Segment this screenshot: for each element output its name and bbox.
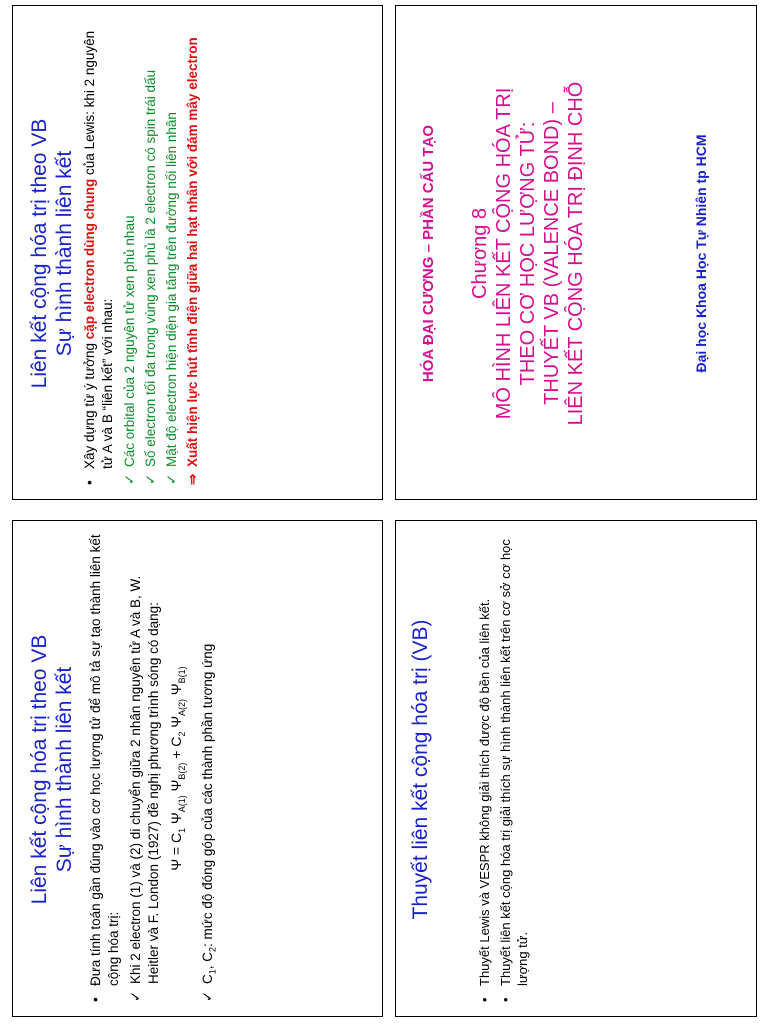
coefficient-subscript: 1 <box>207 969 218 975</box>
check-text: Số electron tối đa trong vùng xen phủ là 2 electron có spin trái dấu <box>143 69 158 467</box>
chapter-title-line: THUYẾT VB (VALENCE BOND) – <box>541 102 563 405</box>
equation-subscript: 2 <box>176 731 187 737</box>
check-icon: ✓ <box>143 473 158 485</box>
check-icon: ✓ <box>122 473 137 485</box>
slide-heading: Thuyết liên kết cộng hóa trị (VB) <box>409 619 432 920</box>
check-text: : mức độ đóng góp của các thành phần tương ứng <box>199 643 215 947</box>
conclusion-text: Xuất hiện lực hút tĩnh điện giữa hai hạt nhân với đám mây electron <box>185 37 200 467</box>
bullet-list <box>81 18 205 487</box>
check-icon: ✓ <box>128 990 143 1002</box>
check-item <box>163 18 181 487</box>
bullet-text: Xây dựng từ ý tưởng <box>82 339 97 469</box>
equation-part: Ψ <box>168 779 184 796</box>
bullet-item: • Đưa tính toán gần đúng vào cơ học lượng tử để mô tả sự tạo thành liên kết cộng hóa trị: <box>87 533 123 1004</box>
slide-vb-intro-content <box>396 521 757 1017</box>
slide-heading-line: Liên kết cộng hóa trị theo VB <box>28 118 51 389</box>
slide-heading-line: Sự hình thành liên kết <box>53 666 76 873</box>
equation-part: Ψ <box>168 683 184 699</box>
bullet-list <box>87 533 224 1004</box>
equation-subscript: A(2) <box>176 698 187 716</box>
slide-title <box>395 5 757 500</box>
slide-vb-intro <box>395 520 757 1017</box>
chapter-title <box>468 6 588 500</box>
slide-heading <box>27 521 77 1017</box>
slide-bond-formation <box>12 5 383 500</box>
wave-equation <box>167 533 191 1004</box>
chapter-title-line: Chương 8 <box>469 208 491 299</box>
coefficient-subscript: 2 <box>207 946 218 952</box>
equation-part: + C <box>168 736 184 763</box>
check-text: Mật độ electron hiện diện gia tăng trên đường nối liên nhân <box>164 112 179 467</box>
slide-bond-formation-content <box>13 6 383 500</box>
slide-heading-line: Sự hình thành liên kết <box>53 150 76 357</box>
slide-title-content <box>396 6 757 500</box>
equation-subscript: 1 <box>176 827 187 833</box>
check-text: C <box>199 974 215 984</box>
chapter-title-line: LIÊN KẾT CỘNG HÓA TRỊ ĐỊNH CHỖ <box>565 81 587 426</box>
university-name: Đại học Khoa Học Tự Nhiên tp HCM <box>693 134 709 373</box>
check-text: , C <box>199 951 215 970</box>
bullet-list <box>476 533 535 1004</box>
check-icon: ✓ <box>164 473 179 485</box>
check-item <box>199 533 222 1004</box>
check-item <box>142 18 160 487</box>
check-item <box>121 18 139 487</box>
course-header: HÓA ĐẠI CƯƠNG – PHẦN CẤU TẠO <box>420 124 437 383</box>
bullet-text: của Lewis: khi 2 nguyên tử A và B “liên kết” với nhau: <box>82 30 115 469</box>
equation-part: Ψ <box>168 715 184 732</box>
implies-arrow-icon: ⇒ <box>185 473 200 485</box>
equation-subscript: B(1) <box>176 666 187 684</box>
equation-part: Ψ = C <box>168 832 184 871</box>
bullet-item: • Thuyết liên kết cộng hóa trị giải thích sự hình thành liên kết trên cơ sở cơ học lượng tử. <box>497 533 531 1004</box>
conclusion-item <box>184 18 202 487</box>
slide-heading <box>27 6 77 500</box>
bullet-item: • Thuyết Lewis và VESPR không giải thích được độ bền của liên kết. <box>476 533 493 1004</box>
chapter-title-line: MÔ HÌNH LIÊN KẾT CỘNG HÓA TRỊ <box>493 87 515 420</box>
check-text: Khi 2 electron (1) và (2) di chuyển giữa 2 nhân nguyên tử A và B, W. Heitler và F. London (1927) đề nghị phương trình sóng có dạng: <box>128 575 161 984</box>
slide-heading-line: Liên kết cộng hóa trị theo VB <box>28 634 51 905</box>
check-icon: ✓ <box>199 990 215 1002</box>
slide-wave-function-content <box>13 521 383 1017</box>
equation-subscript: A(1) <box>176 795 187 813</box>
equation-part: Ψ <box>168 812 184 828</box>
check-item <box>127 533 163 1004</box>
highlight-text: cặp electron dùng chung <box>82 178 97 340</box>
check-text: Các orbital của 2 nguyên tử xen phủ nhau <box>122 215 137 467</box>
bullet-item <box>81 18 117 487</box>
chapter-title-line: THEO CƠ HỌC LƯỢNG TỬ: <box>517 121 539 386</box>
slide-wave-function <box>12 520 383 1017</box>
equation-subscript: B(2) <box>176 762 187 780</box>
